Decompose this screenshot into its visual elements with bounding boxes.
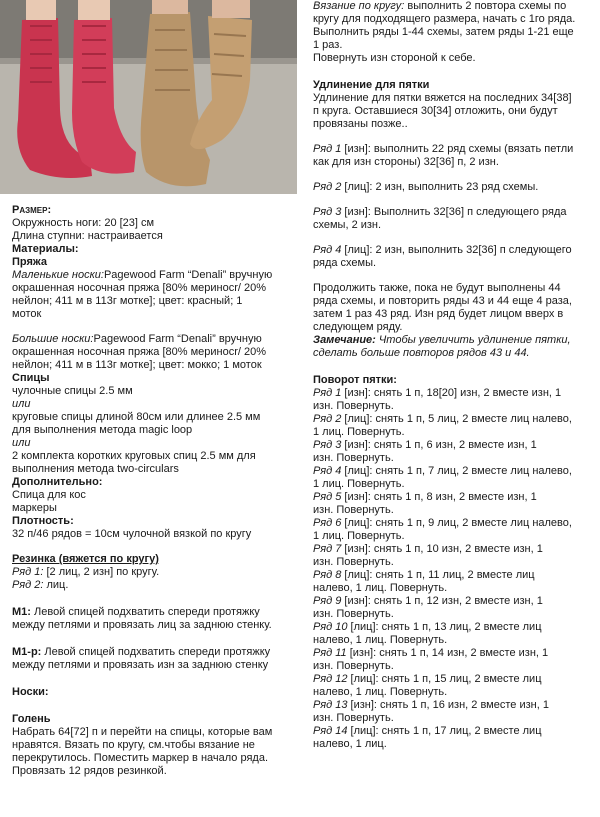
heel-turn-row-8-line-1 xyxy=(313,569,595,582)
heel-turn-row-6-line-1 xyxy=(313,517,595,530)
rib-row-1 xyxy=(12,566,300,579)
heel-turn-row-13-line-1 xyxy=(313,699,595,712)
heel-extension-line-2: п круга. Оставшиеся 30[34] отложить, они будут xyxy=(313,105,558,117)
m1p-line-2: между петлями и провязать изн за заднюю стенку xyxy=(12,659,269,671)
heel-row-1-line-1 xyxy=(313,143,595,156)
heel-turn-row-text-1: [изн]: снять 1 п, 16 изн, 2 вместе изн, 1 xyxy=(347,699,549,711)
heel-turn-row-text-1: [лиц]: снять 1 п, 7 лиц, 2 вместе лиц налево, xyxy=(341,465,572,477)
leg-line-1: Набрать 64[72] п и перейти на спицы, которые вам xyxy=(12,726,273,738)
foot-circumference: Окружность ноги: 20 [23] см xyxy=(12,217,155,229)
needles-line-1: чулочные спицы 2.5 мм xyxy=(12,385,133,397)
heel-turn-heading: Поворот пятки: xyxy=(313,374,397,386)
heel-turn-row-text-1: [изн]: снять 1 п, 10 изн, 2 вместе изн, 1 xyxy=(341,543,543,555)
materials-column xyxy=(12,204,300,778)
heel-turn-row-label: Ряд 10 xyxy=(313,621,348,633)
big-socks-line-3: нейлон; 411 м в 113г мотке]; цвет: мокко; 1 моток xyxy=(12,359,262,371)
m1-label: M1: xyxy=(12,606,31,618)
small-socks-label: Маленькие носки: xyxy=(12,269,104,281)
small-socks-line-2: окрашенная носочная пряжа [80% мериносr/ 20% xyxy=(12,282,267,294)
or-2: или xyxy=(12,437,31,449)
extra-line-2: маркеры xyxy=(12,502,57,514)
big-socks-line-2: окрашенная носочная пряжа [80% мериносr/ 20% xyxy=(12,346,267,358)
heel-turn-row-text-1: [лиц]: снять 1 п, 9 лиц, 2 вместе лиц налево, xyxy=(341,517,572,529)
heel-turn-row-5-line-1 xyxy=(313,491,595,504)
m1-text-1: Левой спицей подхватить спереди протяжку xyxy=(30,606,260,618)
small-socks-text-1: Pagewood Farm “Denali” вручную xyxy=(103,269,273,281)
heel-row-1-text-1: [изн]: выполнить 22 ряд схемы (вязать петли xyxy=(341,143,574,155)
heel-row-3-line-2: схемы, 2 изн. xyxy=(313,219,382,231)
foot-length: Длина ступни: настраивается xyxy=(12,230,163,242)
extra-heading: Дополнительно: xyxy=(12,476,103,488)
heel-turn-row-text-1: [лиц]: снять 1 п, 11 лиц, 2 вместе лиц xyxy=(341,569,535,581)
m1p-text-1: Левой спицей подхватить спереди протяжку xyxy=(41,646,271,658)
leg-line-3: перекрутилось. Поместить маркер в начало ряда. xyxy=(12,752,268,764)
heel-turn-row-9-line-2: изн. Повернуть. xyxy=(313,608,394,620)
continue-line-3: затем 1 раз 43 ряд. Изн ряд будет лицом вверх в xyxy=(313,308,564,320)
heel-turn-row-label: Ряд 9 xyxy=(313,595,342,607)
needles-line-4: 2 комплекта коротких круговых спиц 2.5 мм для xyxy=(12,450,256,462)
socks-heading: Носки: xyxy=(12,686,49,698)
round-knit-line-1 xyxy=(313,0,595,13)
instructions-column xyxy=(313,0,595,751)
heel-turn-row-label: Ряд 8 xyxy=(313,569,342,581)
heel-turn-row-label: Ряд 14 xyxy=(313,725,348,737)
heel-row-4-line-1 xyxy=(313,244,595,257)
leg-line-4: Провязать 12 рядов резинкой. xyxy=(12,765,167,777)
heel-turn-row-text-1: [лиц]: снять 1 п, 17 лиц, 2 вместе лиц xyxy=(347,725,542,737)
extra-line-1: Спица для кос xyxy=(12,489,86,501)
heel-turn-row-5-line-2: изн. Повернуть. xyxy=(313,504,394,516)
heel-turn-row-label: Ряд 12 xyxy=(313,673,348,685)
heel-turn-row-11-line-1 xyxy=(313,647,595,660)
heel-row-1-label: Ряд 1 xyxy=(313,143,342,155)
heel-row-2-text-1: [лиц]: 2 изн, выполнить 23 ряд схемы. xyxy=(341,181,539,193)
round-knit-line-2: кругу для подходящего размера, начать с 1го ряда. xyxy=(313,13,576,25)
or-1: или xyxy=(12,398,31,410)
heel-turn-row-text-1: [лиц]: снять 1 п, 15 лиц, 2 вместе лиц xyxy=(347,673,542,685)
small-socks-line-4: моток xyxy=(12,308,42,320)
heel-row-4-label: Ряд 4 xyxy=(313,244,342,256)
heel-extension-heading: Удлинение для пятки xyxy=(313,79,430,91)
small-socks-line-3: нейлон; 411 м в 113г мотке]; цвет: красный; 1 xyxy=(12,295,243,307)
heel-turn-row-text-1: [изн]: снять 1 п, 6 изн, 2 вместе изн, 1 xyxy=(341,439,537,451)
heel-turn-row-6-line-2: 1 лиц. Повернуть. xyxy=(313,530,405,542)
big-socks-line-1 xyxy=(12,333,300,346)
heel-turn-row-3-line-1 xyxy=(313,439,595,452)
heel-row-4-line-2: ряда схемы. xyxy=(313,257,377,269)
heel-turn-row-12-line-2: налево, 1 лиц. Повернуть. xyxy=(313,686,448,698)
continue-line-1: Продолжить также, пока не будут выполнены 44 xyxy=(313,282,561,294)
heel-turn-row-text-1: [изн]: снять 1 п, 12 изн, 2 вместе изн, 1 xyxy=(341,595,543,607)
big-socks-text-1: Pagewood Farm “Denali” вручную xyxy=(93,333,262,345)
note-line-2: сделать больше повторов рядов 43 и 44. xyxy=(313,347,530,359)
heel-turn-row-label: Ряд 4 xyxy=(313,465,342,477)
round-knit-line-3: Выполнить ряды 1-44 схемы, затем ряды 1-21 еще xyxy=(313,26,574,38)
heel-turn-row-2-line-2: 1 лиц. Повернуть. xyxy=(313,426,405,438)
heel-row-3-text-1: [изн]: Выполнить 32[36] п следующего ряда xyxy=(341,206,567,218)
rib-row-1-label: Ряд 1: xyxy=(12,566,44,578)
heel-turn-rows xyxy=(313,387,595,751)
leg-heading: Голень xyxy=(12,713,51,725)
heel-turn-row-10-line-1 xyxy=(313,621,595,634)
heel-row-1-line-2: как для изн стороны) 32[36] п, 2 изн. xyxy=(313,156,499,168)
heel-turn-row-text-1: [изн]: снять 1 п, 8 изн, 2 вместе изн, 1 xyxy=(341,491,537,503)
rib-row-2-label: Ряд 2: xyxy=(12,579,44,591)
heel-turn-row-text-1: [лиц]: снять 1 п, 5 лиц, 2 вместе лиц налево, xyxy=(341,413,572,425)
heel-turn-row-1-line-2: изн. Повернуть. xyxy=(313,400,394,412)
continue-line-4: следующем ряду. xyxy=(313,321,403,333)
needles-line-5: выполнения метода two-circulars xyxy=(12,463,179,475)
round-knit-text-1: выполнить 2 повтора схемы по xyxy=(404,0,567,12)
heel-turn-row-14-line-1 xyxy=(313,725,595,738)
heel-row-4-text-1: [лиц]: 2 изн, выполнить 32[36] п следующего xyxy=(341,244,572,256)
needles-line-3: для выполнения метода magic loop xyxy=(12,424,193,436)
heel-turn-row-text-1: [изн]: снять 1 п, 18[20] изн, 2 вместе изн, 1 xyxy=(341,387,562,399)
heel-turn-row-1-line-1 xyxy=(313,387,595,400)
note-line-1 xyxy=(313,334,595,347)
socks-illustration xyxy=(0,0,297,194)
heel-row-3-line-1 xyxy=(313,206,595,219)
note-label: Замечание: xyxy=(313,334,376,346)
needles-line-2: круговые спицы длиной 80см или длинее 2.5 мм xyxy=(12,411,261,423)
rib-row-2-text: лиц. xyxy=(43,579,69,591)
heel-turn-row-10-line-2: налево, 1 лиц. Повернуть. xyxy=(313,634,448,646)
rib-heading: Резинка (вяжется по кругу) xyxy=(12,553,159,565)
heel-turn-row-label: Ряд 3 xyxy=(313,439,342,451)
heel-turn-row-label: Ряд 1 xyxy=(313,387,342,399)
heel-turn-row-2-line-1 xyxy=(313,413,595,426)
rib-row-2 xyxy=(12,579,300,592)
heel-turn-row-9-line-1 xyxy=(313,595,595,608)
note-text-1: Чтобы увеличить удлинение пятки, xyxy=(375,334,571,346)
leg-line-2: нравятся. Вязать по кругу, см.чтобы вязание не xyxy=(12,739,255,751)
heel-turn-row-7-line-2: изн. Повернуть. xyxy=(313,556,394,568)
heel-turn-row-11-line-2: изн. Повернуть. xyxy=(313,660,394,672)
m1p-line-1 xyxy=(12,646,300,659)
heel-turn-row-label: Ряд 13 xyxy=(313,699,348,711)
heel-turn-row-12-line-1 xyxy=(313,673,595,686)
heel-turn-row-8-line-2: налево, 1 лиц. Повернуть. xyxy=(313,582,448,594)
continue-line-2: ряда схемы, и повторить ряды 43 и 44 еще 4 раза, xyxy=(313,295,572,307)
heel-turn-row-14-line-2: налево, 1 лиц. xyxy=(313,738,387,750)
heel-extension-line-3: провязаны позже.. xyxy=(313,118,408,130)
heel-turn-row-label: Ряд 11 xyxy=(313,647,347,659)
heel-row-2-label: Ряд 2 xyxy=(313,181,342,193)
small-socks-line-1 xyxy=(12,269,300,282)
heel-row-2-line-1 xyxy=(313,181,595,194)
density-heading: Плотность: xyxy=(12,515,74,527)
rib-row-1-text: [2 лиц, 2 изн] по кругу. xyxy=(43,566,160,578)
round-knit-line-5: Повернуть изн стороной к себе. xyxy=(313,52,476,64)
heel-turn-row-text-1: [лиц]: снять 1 п, 13 лиц, 2 вместе лиц xyxy=(347,621,542,633)
heel-turn-row-label: Ряд 7 xyxy=(313,543,342,555)
big-socks-label: Большие носки: xyxy=(12,333,94,345)
needles-heading: Спицы xyxy=(12,372,50,384)
socks-photo xyxy=(0,0,297,194)
size-heading: Размер: xyxy=(12,204,52,216)
heel-turn-row-label: Ряд 5 xyxy=(313,491,342,503)
round-knit-label: Вязание по кругу: xyxy=(313,0,405,12)
m1-line-1 xyxy=(12,606,300,619)
materials-heading: Материалы: xyxy=(12,243,79,255)
heel-row-3-label: Ряд 3 xyxy=(313,206,342,218)
heel-extension-line-1: Удлинение для пятки вяжется на последних 34[38] xyxy=(313,92,572,104)
yarn-heading: Пряжа xyxy=(12,256,47,268)
heel-turn-row-text-1: [изн]: снять 1 п, 14 изн, 2 вместе изн, 1 xyxy=(346,647,549,659)
heel-turn-row-4-line-1 xyxy=(313,465,595,478)
heel-turn-row-3-line-2: изн. Повернуть. xyxy=(313,452,394,464)
heel-turn-row-13-line-2: изн. Повернуть. xyxy=(313,712,394,724)
round-knit-line-4: 1 раз. xyxy=(313,39,343,51)
heel-turn-row-label: Ряд 6 xyxy=(313,517,342,529)
heel-turn-row-label: Ряд 2 xyxy=(313,413,342,425)
m1p-label: M1-p: xyxy=(12,646,42,658)
heel-turn-row-4-line-2: 1 лиц. Повернуть. xyxy=(313,478,405,490)
heel-turn-row-7-line-1 xyxy=(313,543,595,556)
density-line-1: 32 п/46 рядов = 10см чулочной вязкой по кругу xyxy=(12,528,252,540)
m1-line-2: между петлями и провязать лиц за заднюю стенку. xyxy=(12,619,272,631)
